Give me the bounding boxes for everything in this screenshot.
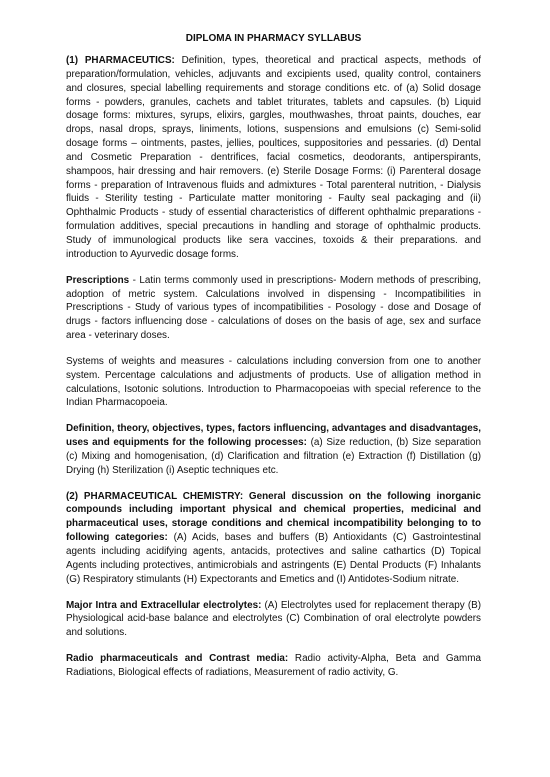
section-body: (A) Electrolytes used for replacement therapy (B) Physiological acid-base balance and electrolytes (C) Combination of oral electrolyte powders and solutions. bbox=[66, 599, 481, 639]
section-electrolytes bbox=[66, 599, 481, 641]
section-body: - Latin terms commonly used in prescriptions- Modern methods of prescribing, adoption of metric system. Calculations involved in dispensing - Incompatibilities in Prescriptions - Study of various types of incompatibilities - Posology - dose and Dosage of drugs - factors influencing dose - calculations of doses on the basis of age, sex and surface area - veterinary doses. bbox=[66, 274, 481, 342]
section-radio-pharmaceuticals bbox=[66, 652, 481, 680]
section-heading: Major Intra and Extracellular electrolytes: bbox=[66, 599, 262, 611]
section-body: Systems of weights and measures - calculations including conversion from one to another system. Percentage calculations and adjustments of products. Use of alligation method in calculations, Isotonic solutions. Introduction to Pharmacopoeias with special reference to the Indian Pharmacopoeia. bbox=[66, 355, 481, 409]
section-heading: (1) PHARMACEUTICS: bbox=[66, 55, 175, 66]
section-pharmaceutics bbox=[66, 54, 481, 262]
section-heading: Prescriptions bbox=[66, 274, 130, 286]
section-prescriptions bbox=[66, 274, 481, 343]
section-body: (a) Size reduction, (b) Size separation (c) Mixing and homogenisation, (d) Clarification and filtration (e) Extraction (f) Distillation (g) Drying (h) Sterilization (i) Aseptic techniques etc. bbox=[66, 437, 481, 476]
page-title: DIPLOMA IN PHARMACY SYLLABUS bbox=[185, 33, 362, 44]
section-heading: Radio pharmaceuticals and Contrast media: bbox=[66, 653, 289, 665]
section-processes bbox=[66, 422, 481, 477]
section-pharmaceutical-chemistry bbox=[66, 490, 481, 587]
section-body: (A) Acids, bases and buffers (B) Antioxidants (C) Gastrointestinal agents including acidifying agents, antacids, protectives and saline cathartics (D) Topical Agents including protectives, antimicrobials and astringents (E) Dental Products (F) Inhalants (G) Respiratory stimulants (H) Expectorants and Emetics and (I) Antidotes-Sodium nitrate. bbox=[66, 532, 481, 585]
section-weights-measures bbox=[66, 355, 481, 410]
section-heading: Definition, theory, objectives, types, factors influencing, advantages and disadvantages, uses and equipments for the following processes: bbox=[66, 423, 481, 449]
section-heading: (2) PHARMACEUTICAL CHEMISTRY: General discussion on the following inorganic compounds including important physical and chemical properties, medicinal and pharmaceutical uses, storage conditions and chemical incompatibility belonging to to following categories: bbox=[66, 490, 481, 544]
section-body: Definition, types, theoretical and practical aspects, methods of preparation/formulation, vehicles, adjuvants and excipients used, quality control, containers and closures, special labelling requirements and storage conditions etc. of (a) Solid dosage forms - powders, granules, cachets and tablet triturates, tablets and capsules. (b) Liquid dosage forms: mixtures, syrups, elixirs, gargles, mouthwashes, throat paints, douches, ear drops, nasal drops, sprays, liniments, lotions, suspensions and emulsions (c) Semi-solid dosage forms – ointments, pastes, jellies, poultices, suppositories and pessaries. (d) Dental and Cosmetic Preparation - dentrifices, facial cosmetics, deodorants, antiperspirants, shampoos, hair dressing and hair removers. (e) Sterile Dosage Forms: (i) Parenteral dosage forms - preparation of Intravenous fluids and admixtures - Total parenteral nutrition, - Dialysis fluids - Sterility testing - Particulate matter monitoring - Faulty seal packaging and (ii) Ophthalmic Products - study of essential characteristics of different ophthalmic preparations - formulation additives, special precautions in handling and storage of ophthalmic products. Study of immunological products like sera vaccines, toxoids & their preparations. and introduction to Ayurvedic dosage forms. bbox=[66, 55, 481, 260]
section-body: Radio activity-Alpha, Beta and Gamma Radiations, Biological effects of radiations, Measurement of radio activity, G. bbox=[66, 653, 481, 678]
